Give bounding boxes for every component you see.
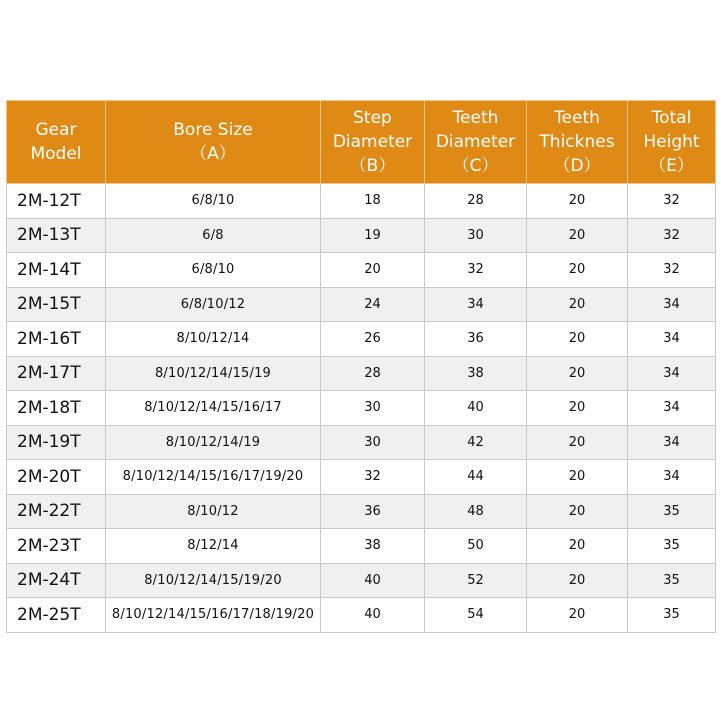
- header-teeth-diameter: Teeth Diameter （C）: [425, 101, 527, 184]
- total-height-cell: 32: [628, 218, 716, 253]
- total-height-cell: 35: [628, 529, 716, 564]
- total-height-cell: 34: [628, 425, 716, 460]
- teeth-diameter-cell: 44: [425, 460, 527, 495]
- teeth-thickness-cell: 20: [527, 529, 628, 564]
- gear-model-cell: 2M-17T: [7, 356, 106, 391]
- teeth-diameter-cell: 52: [425, 563, 527, 598]
- step-diameter-cell: 28: [321, 356, 425, 391]
- header-bore-size: Bore Size （A）: [106, 101, 321, 184]
- gear-model-cell: 2M-14T: [7, 253, 106, 288]
- total-height-cell: 35: [628, 494, 716, 529]
- teeth-diameter-cell: 42: [425, 425, 527, 460]
- step-diameter-cell: 26: [321, 322, 425, 357]
- step-diameter-cell: 32: [321, 460, 425, 495]
- total-height-cell: 34: [628, 322, 716, 357]
- teeth-thickness-cell: 20: [527, 425, 628, 460]
- gear-model-cell: 2M-19T: [7, 425, 106, 460]
- gear-model-cell: 2M-23T: [7, 529, 106, 564]
- teeth-diameter-cell: 36: [425, 322, 527, 357]
- gear-model-cell: 2M-13T: [7, 218, 106, 253]
- total-height-cell: 32: [628, 253, 716, 288]
- specification-table: [6, 100, 716, 633]
- teeth-diameter-cell: 32: [425, 253, 527, 288]
- gear-model-cell: 2M-16T: [7, 322, 106, 357]
- bore-size-cell: 6/8/10/12: [106, 287, 321, 322]
- teeth-diameter-cell: 40: [425, 391, 527, 426]
- bore-size-cell: 8/12/14: [106, 529, 321, 564]
- teeth-thickness-cell: 20: [527, 356, 628, 391]
- bore-size-cell: 8/10/12/14/15/16/17/18/19/20: [106, 598, 321, 633]
- bore-size-cell: 8/10/12/14: [106, 322, 321, 357]
- teeth-diameter-cell: 28: [425, 184, 527, 219]
- teeth-thickness-cell: 20: [527, 563, 628, 598]
- step-diameter-cell: 30: [321, 425, 425, 460]
- bore-size-cell: 8/10/12/14/15/16/17: [106, 391, 321, 426]
- gear-model-cell: 2M-15T: [7, 287, 106, 322]
- table-row: [7, 287, 716, 322]
- bore-size-cell: 6/8: [106, 218, 321, 253]
- table-row: [7, 563, 716, 598]
- teeth-thickness-cell: 20: [527, 322, 628, 357]
- table-row: [7, 425, 716, 460]
- table-row: [7, 218, 716, 253]
- gear-model-cell: 2M-18T: [7, 391, 106, 426]
- bore-size-cell: 8/10/12: [106, 494, 321, 529]
- gear-model-cell: 2M-25T: [7, 598, 106, 633]
- teeth-thickness-cell: 20: [527, 460, 628, 495]
- teeth-thickness-cell: 20: [527, 287, 628, 322]
- table-row: [7, 460, 716, 495]
- total-height-cell: 34: [628, 356, 716, 391]
- teeth-thickness-cell: 20: [527, 218, 628, 253]
- bore-size-cell: 8/10/12/14/15/16/17/19/20: [106, 460, 321, 495]
- total-height-cell: 34: [628, 460, 716, 495]
- header-gear-model: Gear Model: [7, 101, 106, 184]
- total-height-cell: 34: [628, 391, 716, 426]
- header-row: [7, 101, 716, 184]
- bore-size-cell: 6/8/10: [106, 253, 321, 288]
- teeth-diameter-cell: 38: [425, 356, 527, 391]
- step-diameter-cell: 36: [321, 494, 425, 529]
- step-diameter-cell: 18: [321, 184, 425, 219]
- teeth-diameter-cell: 50: [425, 529, 527, 564]
- header-step-diameter: Step Diameter （B）: [321, 101, 425, 184]
- header-teeth-thickness: Teeth Thicknes （D）: [527, 101, 628, 184]
- teeth-thickness-cell: 20: [527, 494, 628, 529]
- gear-model-cell: 2M-22T: [7, 494, 106, 529]
- step-diameter-cell: 30: [321, 391, 425, 426]
- table-row: [7, 391, 716, 426]
- teeth-diameter-cell: 48: [425, 494, 527, 529]
- header-total-height: Total Height （E）: [628, 101, 716, 184]
- teeth-thickness-cell: 20: [527, 184, 628, 219]
- gear-model-cell: 2M-24T: [7, 563, 106, 598]
- bore-size-cell: 8/10/12/14/19: [106, 425, 321, 460]
- gear-model-cell: 2M-20T: [7, 460, 106, 495]
- teeth-diameter-cell: 30: [425, 218, 527, 253]
- bore-size-cell: 8/10/12/14/15/19: [106, 356, 321, 391]
- total-height-cell: 35: [628, 598, 716, 633]
- total-height-cell: 35: [628, 563, 716, 598]
- gear-model-cell: 2M-12T: [7, 184, 106, 219]
- teeth-thickness-cell: 20: [527, 253, 628, 288]
- teeth-thickness-cell: 20: [527, 598, 628, 633]
- teeth-diameter-cell: 34: [425, 287, 527, 322]
- step-diameter-cell: 20: [321, 253, 425, 288]
- step-diameter-cell: 38: [321, 529, 425, 564]
- table-row: [7, 253, 716, 288]
- table-row: [7, 494, 716, 529]
- teeth-diameter-cell: 54: [425, 598, 527, 633]
- table-row: [7, 598, 716, 633]
- table-row: [7, 529, 716, 564]
- teeth-thickness-cell: 20: [527, 391, 628, 426]
- step-diameter-cell: 19: [321, 218, 425, 253]
- bore-size-cell: 6/8/10: [106, 184, 321, 219]
- total-height-cell: 32: [628, 184, 716, 219]
- step-diameter-cell: 40: [321, 563, 425, 598]
- table-row: [7, 322, 716, 357]
- table-row: [7, 184, 716, 219]
- total-height-cell: 34: [628, 287, 716, 322]
- step-diameter-cell: 24: [321, 287, 425, 322]
- step-diameter-cell: 40: [321, 598, 425, 633]
- bore-size-cell: 8/10/12/14/15/19/20: [106, 563, 321, 598]
- table-row: [7, 356, 716, 391]
